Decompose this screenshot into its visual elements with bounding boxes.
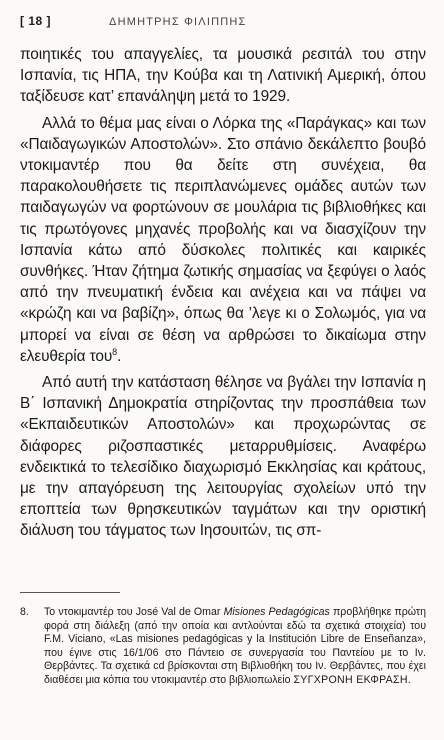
- footnote-text-part-1: Το ντοκιμαντέρ του José Val de Omar: [44, 606, 224, 618]
- footnote-divider: [20, 592, 120, 593]
- body-text: [20, 44, 426, 547]
- page-header: [20, 14, 247, 28]
- page-number: [ 18 ]: [20, 14, 52, 28]
- paragraph-3: [20, 372, 426, 542]
- footnote-number: 8.: [20, 606, 29, 618]
- paragraph-2-end: .: [117, 347, 122, 365]
- paragraph-1: [20, 44, 426, 108]
- running-head-author: ΔΗΜΗΤΡΗΣ ΦΙΛΙΠΠΗΣ: [109, 16, 247, 28]
- paragraph-1-text: ποιητικές του απαγγελίες, τα μουσικά ρεσιτάλ του στην Ισπανία, τις ΗΠΑ, την Κούβα και τη Λατινική Αμερική, όπου ταξίδευσε κατ’ επανάληψη μετά το 1929.: [20, 46, 426, 106]
- paragraph-3-text: Από αυτή την κατάσταση θέλησε να βγάλει την Ισπανία η Β΄ Ισπανική Δημοκρατία στηρίζοντας την προσπάθεια των «Εκπαιδευτικών Αποστολών» και προχωρώντας σε διάφορες ριζοσπαστικές μεταρρυθμίσεις. Αναφέρω ενδεικτικά το τελεσίδικο διαχωρισμό Εκκλησίας και κράτους, με την απαγόρευση της λειτουργίας σχολείων υπό την εποπτεία των θρησκευτικών ταγμάτων και την οριστική διάλυση του τάγματος των Ιησουιτών, τις σπ-: [20, 374, 426, 540]
- paragraph-2: [20, 113, 426, 367]
- footnote-text: [44, 606, 426, 688]
- paragraph-2-text: Αλλά το θέμα μας είναι ο Λόρκα της «Παράγκας» και των «Παιδαγωγικών Αποστολών». Στο σπάνιο δεκάλεπτο βουβό ντοκιμαντέρ που θα δείτε στη συνέχεια, θα παρακολουθήσετε τις περιπλανώμενες ομάδες αυτών των παιδαγωγών να φορτώνουν σε μουλάρια τις βιβλιοθήκες και τις πρωτόγονες μηχανές προβολής και να διασχίζουν την Ισπανία κάτω από δύσκολες πολιτικές και καιρικές συνθήκες. Ήταν ζήτημα ζωτικής σημασίας να ξεφύγει ο λαός από την πνευματική ένδεια και ανέχεια και να πάψει να «κρώζη και να βαβίζη», όπως θα ’λεγε κι ο Σολωμός, για να μπορεί να είναι σε θέση να αρθρώσει το δικαίωμα στην ελευθερία του: [20, 114, 426, 365]
- footnote: [20, 606, 426, 688]
- footnote-bookstore-name: ΣΥΓΧΡΟΝΗ ΕΚΦΡΑΣΗ: [293, 673, 408, 686]
- footnote-film-title: Misiones Pedagógicas: [223, 606, 330, 618]
- footnote-reference: 8: [112, 346, 118, 357]
- footnote-text-end: .: [407, 673, 411, 686]
- footnote-text-part-2: προβλήθηκε πρώτη φορά στη διάλεξη (από την οποία και αντλούνται εδώ τα σχετικά στοιχεία) του F.M. Viciano, «Las misiones pedagógicas y la Institución Libre de Enseñanza», που έγινε στις 16/1/06 στο Πάντειο σε συνεργασία του Παντείου με το Ιν. Θερβάντες. Τα σχετικά cd βρίσκονται στη Βιβλιοθήκη του Ιν. Θερβάντες, που έχει διαθέσει μια κόπια του ντοκιμαντέρ στο βιβλιοπωλείο: [44, 606, 427, 686]
